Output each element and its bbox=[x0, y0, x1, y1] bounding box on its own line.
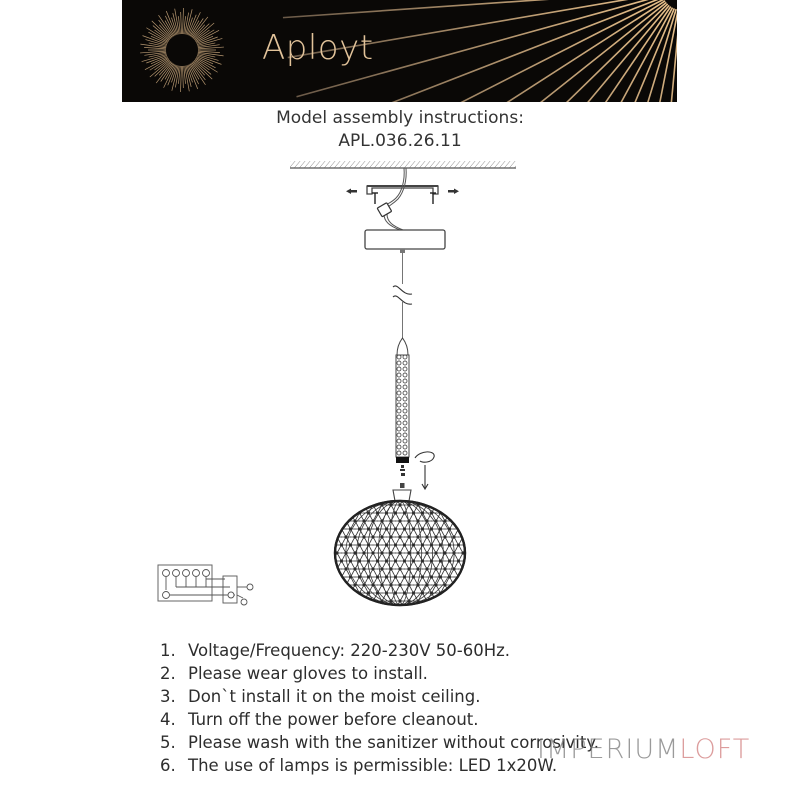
cable-grip bbox=[400, 249, 405, 253]
watermark-part2: LOFT bbox=[679, 734, 751, 765]
instruction-list bbox=[160, 639, 599, 777]
watermark bbox=[537, 734, 750, 765]
socket-thread bbox=[400, 465, 405, 476]
ceiling-canopy bbox=[365, 230, 445, 249]
wiring-diagram bbox=[155, 560, 255, 608]
instruction-item: 4. Turn off the power before cleanout. bbox=[160, 710, 479, 729]
bulb-socket bbox=[393, 483, 411, 501]
screw-icons bbox=[372, 193, 436, 204]
decorative-tube bbox=[396, 338, 409, 463]
suspension-cable bbox=[393, 253, 412, 341]
ceiling-hatch bbox=[290, 161, 516, 168]
instruction-item: 1. Voltage/Frequency: 220-230V 50-60Hz. bbox=[160, 641, 511, 660]
globe-shade bbox=[323, 501, 482, 606]
instruction-item: 3. Don`t install it on the moist ceiling. bbox=[160, 687, 481, 706]
instruction-item: 5. Please wash with the sanitizer without corrosivity. bbox=[160, 733, 600, 752]
watermark-part1: IMPERIUM bbox=[537, 734, 680, 765]
instruction-item: 2. Please wear gloves to install. bbox=[160, 664, 428, 683]
instruction-item: 6. The use of lamps is permissible: LED 1x20W. bbox=[160, 756, 558, 775]
rotate-arrow-icon bbox=[415, 452, 434, 489]
terminal-connector-icon bbox=[377, 203, 392, 217]
brand-logo-text: Aployt bbox=[262, 28, 374, 68]
supply-wire bbox=[383, 168, 406, 230]
model-number: APL.036.26.11 bbox=[338, 131, 462, 151]
document-title: Model assembly instructions: bbox=[276, 108, 524, 128]
